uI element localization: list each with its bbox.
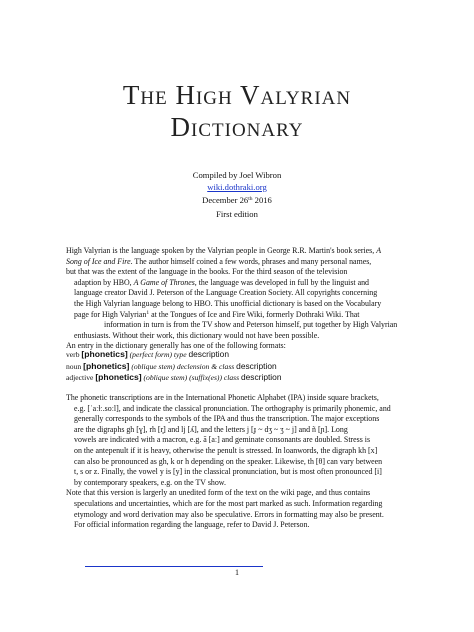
intro-line [66, 310, 414, 321]
book-title: A [376, 246, 382, 255]
intro-line [66, 278, 414, 289]
phonetics-line: can also be pronounced as gh, k or h depending on the speaker. Likewise, th [θ] can vary between [74, 456, 383, 466]
date-line [0, 196, 474, 205]
footnote-marker[interactable]: 1 [146, 309, 150, 316]
format-extra: (oblique stem) [131, 361, 175, 371]
intro-text: adaption by HBO, [74, 277, 134, 287]
format-verb [66, 349, 414, 361]
format-description: description [188, 349, 229, 359]
note-line: etymology and word derivation may also be speculative. Errors in formatting may also be present. [74, 509, 384, 519]
date-suffix: th [248, 196, 253, 202]
format-word: noun [66, 361, 82, 371]
date-year: 2016 [252, 195, 272, 205]
intro-text: page for High Valyrian [74, 309, 147, 319]
page-number: 1 [235, 568, 239, 577]
phonetics-line: on the antepenult if it is heavy, otherwise the penult is stressed. In loanwords, the digraph kh [x] [74, 445, 378, 455]
title-line-1: The High Valyrian [122, 80, 352, 110]
format-type: declension & class [176, 361, 235, 371]
format-description: description [240, 372, 282, 382]
intro-text: High Valyrian is the language spoken by the Valyrian people in George R.R. Martin's book series, [66, 246, 377, 255]
phonetics-line: by contemporary speakers, e.g. on the TV show. [74, 477, 226, 487]
format-word: verb [66, 350, 80, 359]
format-extra: (perfect form) [129, 350, 173, 359]
note-line: For official information regarding the language, refer to David J. Peterson. [74, 520, 310, 530]
intro-line [66, 246, 414, 257]
author-line: Compiled by Joel Wibron [192, 170, 282, 180]
intro-text: at the Tongues of Ice and Fire Wiki, formerly Dothraki Wiki. That [149, 309, 360, 319]
format-phonetics: [phonetics] [83, 360, 130, 371]
note-line: Note that this version is largerly an unedited form of the text on the wiki page, and thus contains [66, 488, 371, 498]
format-phonetics: [phonetics] [95, 372, 142, 382]
note-line: speculations and uncertainties, which are for the most part marked as such. Information regarding [74, 498, 383, 508]
date-prefix: December 26 [202, 195, 249, 205]
phonetics-line: The phonetic transcriptions are in the International Phonetic Alphabet (IPA) inside square brackets, [66, 393, 379, 402]
intro-line: enthusiasts. Without their work, this dictionary would not have been possible. [74, 330, 320, 340]
intro-paragraph [66, 246, 414, 352]
phonetics-line: are the digraphs gh [ɣ], rh [r̥] and lj [ʎ], and the letters j [ɟ ~ dʒ ~ ʒ ~ j] and ñ [ɲ]. Long [74, 424, 348, 434]
format-adjective [66, 372, 414, 384]
footnote-separator [85, 566, 263, 567]
format-phonetics: [phonetics] [81, 349, 128, 359]
title-line-2: Dictionary [170, 112, 304, 142]
format-description: description [236, 360, 277, 371]
intro-text: . The author himself coined a few words, phrases and many personal names, [130, 256, 372, 266]
show-title: A Game of Thrones [133, 277, 195, 287]
phonetics-line: t, s or z. Finally, the vowel y is [y] in the classical pronunciation, but is most often pronounced [i] [74, 467, 382, 477]
phonetics-line: vowels are indicated with a macron, e.g. ā [aː] and geminate consonants are doubled. Stress is [74, 435, 371, 445]
intro-line [66, 257, 414, 268]
format-noun [66, 361, 414, 373]
phonetics-line: e.g. [ˈaːɫː.soːl], and indicate the classical pronunciation. The orthography is primarily phonemic, and [74, 403, 391, 413]
phonetics-paragraph [66, 393, 414, 531]
entry-formats [66, 349, 414, 384]
edition-line: First edition [216, 209, 258, 219]
format-extra: (oblique stem) (suffix(es)) [143, 373, 222, 382]
book-title: Song of Ice and Fire [66, 256, 131, 266]
format-word: adjective [66, 373, 94, 382]
phonetics-line: generally corresponds to the symbols of the IPA and thus the transcription. The major exceptions [74, 414, 380, 424]
intro-text: , the language was developed in full by the linguist and [194, 277, 369, 287]
intro-line: the High Valyrian language belong to HBO. This unofficial dictionary is based on the Vocabulary [74, 298, 382, 308]
intro-line: but that was the extent of the language in the books. For the third season of the television [66, 267, 348, 277]
intro-line: An entry in the dictionary generally has one of the following formats: [66, 341, 286, 351]
format-type: class [223, 373, 240, 382]
intro-line: language creator David J. Peterson of the Language Creation Society. All copyrights concerning [74, 288, 378, 298]
intro-line: information in turn is from the TV show and Peterson himself, put together by High Valyrian [104, 320, 398, 330]
wiki-link[interactable]: wiki.dothraki.org [207, 182, 267, 192]
format-type: type [173, 350, 187, 359]
